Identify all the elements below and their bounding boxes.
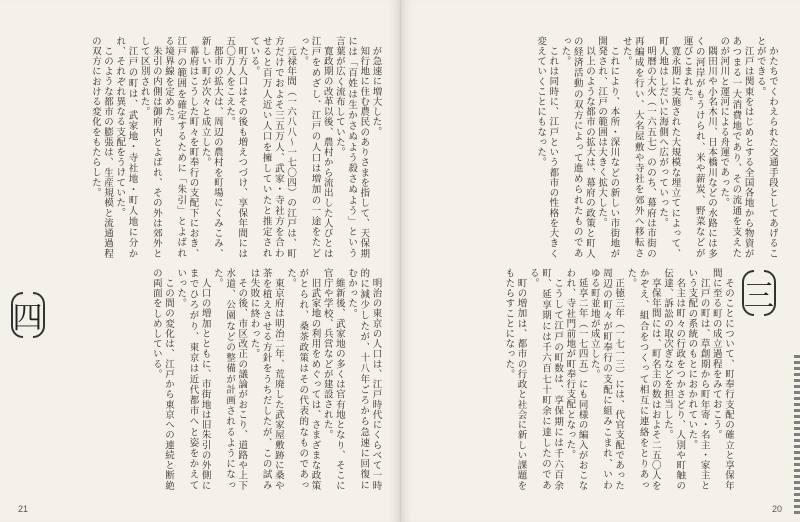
paragraph: 旧武家地の利用をめぐっては、さまざまな政策がとられ、桑茶政策はその代表的なものであった。 <box>285 268 321 490</box>
paragraph: 知行地に住む農民のありさまを指して、天保期には「百姓は生かさぬよう殺さぬよう」という言葉が広く流布していた。 <box>333 36 370 258</box>
right-section-heading <box>740 264 778 322</box>
paragraph: 町の増加は、都市の行政と社会に新しい課題をもたらすことになった。 <box>503 268 527 490</box>
paragraph: 元禄年間（一六八八〜一七〇四）の江戸は、町方だけでおよそ三五万人、武家・寺社方を合わせると百万人近い人口を擁していたと推定されている。 <box>248 36 297 258</box>
paragraph: 明治の東京の人口は、江戸時代にくらべて一時的に減少したが、十八年ごろから急速に回復にむかった。 <box>346 268 382 490</box>
left-page-number: 21 <box>18 504 29 514</box>
paragraph: 都市の拡大は、周辺の農村を町場にくみこみ、新しい町が次々と成立した。 <box>199 36 223 258</box>
left-section-heading <box>9 286 47 344</box>
paragraph: この間の変化は、江戸から東京への連続と断絶の両面をしめしている。 <box>150 268 175 490</box>
right-upper-text <box>418 36 778 258</box>
paragraph: 名主は町々の行政をつかさどり、人別や町触の伝達、訴訟の取次ぎなどを担当した。 <box>661 268 686 490</box>
left-upper-text <box>20 36 382 258</box>
right-page <box>401 0 800 522</box>
paragraph: 延享二年（一七四五）にも同様の編入がおこなわれ、寺社門前地が町奉行支配となった。 <box>564 268 588 490</box>
left-lower-text <box>57 268 382 490</box>
paragraph: 以上のような都市の拡大は、幕府の政策と町人の経済活動の双方によって進められたものであった。 <box>559 36 595 258</box>
paragraph: 幕府はこうした町々を町奉行の支配下におき、江戸の範囲を確定するために「朱引」とよばれる境界線を定めた。 <box>163 36 199 258</box>
paragraph: これは同時に、江戸という都市の性格を大きく変えていくことにもなった。 <box>535 36 559 258</box>
paragraph: 享保年間には、町名主の数はおよそ二五〇人をかぞえ、組合をつくって相互に連絡をとりあった。 <box>625 268 661 490</box>
paragraph: 維新後、武家地の多くは官有地となり、そこに官庁や学校、兵営などが建設された。 <box>321 268 345 490</box>
paragraph: 江戸の町は、武家地・寺社地・町人地に分かれ、それぞれ異なる支配をうけていた。 <box>114 36 138 258</box>
paragraph: これにより、本所・深川などの新しい市街地が開発され、江戸の範囲は大きく拡大した。 <box>596 36 620 258</box>
paragraph: このような都市の膨張は、生産規模と流通過程の双方における変化をもたらした。 <box>89 36 114 258</box>
right-heading-numeral: 三 <box>744 279 774 314</box>
right-lower-text <box>418 268 734 490</box>
paragraph: その後、市区改正の議論がおこり、道路や上下水道、公園などの整備が計画されるようになった。 <box>211 268 248 490</box>
right-page-number: 20 <box>771 504 782 514</box>
paragraph: こうして江戸の町数は、享保期には千六百余町、延享期には千六百七十町余に達したのである。 <box>527 268 564 490</box>
paragraph: が急速に増大した。 <box>370 45 382 137</box>
paragraph: 明暦の大火（一六五七）ののち、幕府は市街の再編成を行い、大名屋敷や寺社を郊外へ移転させた。 <box>620 36 656 258</box>
paragraph: かたちでくわえられた交通手段としてあげることができる。 <box>754 36 778 258</box>
paragraph: 東京府は明治二年、荒廃した武家屋敷跡に桑や茶を植えさせる方針をうちだしたが、この試みは失敗に終わった。 <box>248 268 284 490</box>
paragraph: 寛政期の改革以後、農村から流出した人びとは江戸をめざし、江戸の人口は増加の一途をたどった。 <box>297 36 333 258</box>
left-heading-numeral: 四 <box>12 301 43 336</box>
paragraph: 朱引の内側は御府内とよばれ、その外は郊外として区別された。 <box>138 36 162 258</box>
paragraph: そのことについて、町奉行支配の確立と享保年間に至る町の成立過程をみておこう。 <box>710 268 734 490</box>
page-edge-marking <box>794 355 800 515</box>
paragraph: 江戸の町は、草創期から町年寄・名主・家主という支配の系統のもとにおかれていた。 <box>686 268 710 490</box>
paragraph: 隅田川や小名木川、日本橋川などの水路には多くの河岸がもうけられ、米や薪炭、野菜などが運びこまれた。 <box>681 36 717 258</box>
paragraph: 江戸は関東をはじめとする全国各地から物資があつまる一大消費地であり、その流通を支えたのが河川と運河による舟運であった。 <box>718 36 754 258</box>
paragraph: 人口の増加とともに、市街地は旧朱引の外側にまでひろがり、東京は近代都市へと姿をかえていった。 <box>175 268 211 490</box>
paragraph: 寛永期に実施された大規模な埋立てによって、町人地はしだいに海側へ広がっていった。 <box>657 36 681 258</box>
paragraph: 正徳三年（一七一三）には、代官支配であった周辺の町々が町奉行の支配に組みこまれ、いわゆる町並地が成立した。 <box>588 268 625 490</box>
paragraph: 町方人口はその後も増えつづけ、享保年間には五〇万人をこえた。 <box>224 36 248 258</box>
